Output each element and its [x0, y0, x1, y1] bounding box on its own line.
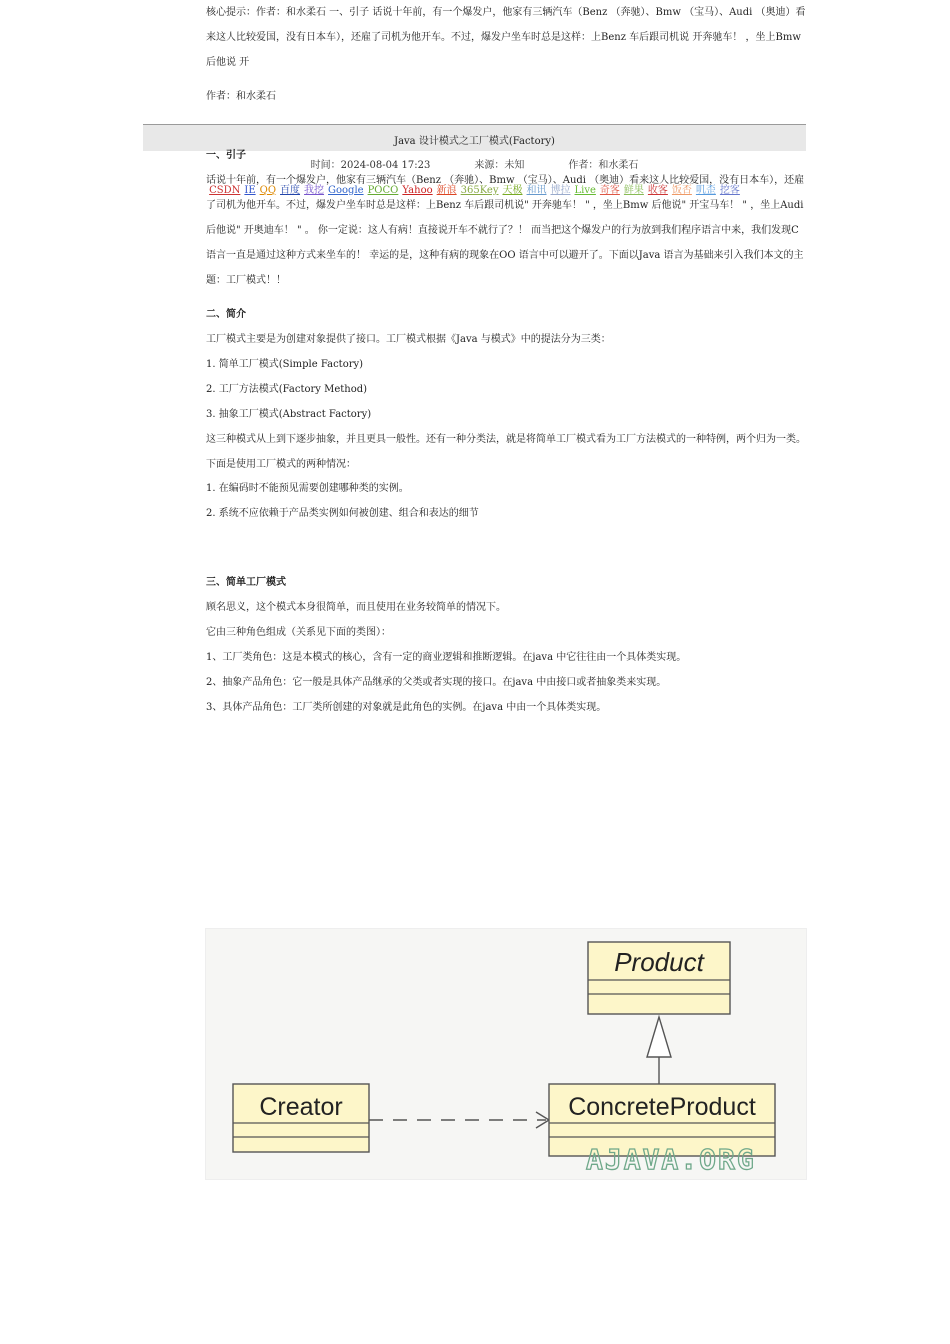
paragraph-overview-2: 这三种模式从上到下逐步抽象，并且更具一般性。还有一种分类法，就是将简单工厂模式看为工厂方法模式的一种特例，两个归为一类。下面是使用工厂模式的两种情况： — [206, 434, 806, 470]
uml-class-diagram — [205, 928, 807, 1180]
share-link[interactable]: 博拉 — [550, 185, 571, 196]
share-link[interactable]: Google — [328, 185, 364, 196]
share-link[interactable]: 收客 — [647, 185, 668, 196]
share-link[interactable]: Yahoo — [402, 185, 433, 196]
share-link[interactable]: 365Key — [460, 185, 499, 196]
heading-overview: 二、简介 — [206, 309, 246, 320]
share-link[interactable]: QQ — [259, 185, 277, 196]
list-item: 3. 抽象工厂模式(Abstract Factory) — [206, 409, 372, 420]
product-class-box — [588, 942, 730, 1014]
share-link[interactable]: 叽歪 — [695, 185, 716, 196]
author-line: 作者：和水柔石 — [206, 91, 276, 102]
article-title: Java 设计模式之工厂模式(Factory) — [394, 136, 555, 147]
summary-text: 核心提示：作者：和水柔石 一、引子 话说十年前，有一个爆发户，他家有三辆汽车（Benz （奔驰）、Bmw （宝马）、Audi （奥迪）看来这人比较爱国，没有日本车），还雇了司机为他开车。不过，爆发户坐车时总是这样：上Benz 车后跟司机说 开奔驰车！ ，坐上Bmw 后他说 开 — [206, 7, 806, 68]
paragraph-introduction: 话说十年前，有一个爆发户，他家有三辆汽车（Benz （奔驰）、Bmw （宝马）、Audi （奥迪）看来这人比较爱国，没有日本车），还雇了司机为他开车。不过，爆发户坐车时总是这样：上Benz 车后跟司机说" 开奔驰车！ " ，坐上Bmw 后他说" 开宝马车！ " ，坐上Audi 后他说" 开奥迪车！ " 。 你一定说：这人有病！直接说开车不就行了？！ 而当把这个爆发户的行为放到我们程序语言中来，我们发现C 语言一直是通过这种方式来坐车的！ 幸运的是，这种有病的现象在OO 语言中可以避开了。下面以Java 语言为基础来引入我们本文的主题：工厂模式！！ — [206, 175, 805, 286]
share-link[interactable]: 百度 — [280, 185, 301, 196]
heading-introduction: 一、引子 — [206, 150, 246, 161]
share-link[interactable]: Live — [574, 185, 596, 196]
share-link[interactable]: 和讯 — [526, 185, 547, 196]
list-item: 1. 在编码时不能预见需要创建哪种类的实例。 — [206, 483, 409, 494]
publish-time: 时间：2024-08-04 17:23 — [310, 160, 431, 171]
inheritance-arrow — [647, 1017, 671, 1084]
list-item: 2. 系统不应依赖于产品类实例如何被创建、组合和表达的细节 — [206, 508, 479, 519]
share-link[interactable]: 我挖 — [304, 185, 325, 196]
article-author: 作者：和水柔石 — [568, 160, 639, 171]
share-link[interactable]: 挖客 — [719, 185, 740, 196]
heading-simple-factory: 三、简单工厂模式 — [206, 577, 286, 588]
concrete-product-class-name: ConcreteProduct — [568, 1093, 756, 1121]
paragraph: 3、具体产品角色：工厂类所创建的对象就是此角色的实例。在java 中由一个具体类实现。 — [206, 702, 607, 713]
share-link[interactable]: 鲜果 — [623, 185, 644, 196]
share-link[interactable]: IE — [244, 185, 256, 196]
share-link[interactable]: 天极 — [502, 185, 523, 196]
share-link[interactable]: POCO — [367, 185, 399, 196]
paragraph: 1、工厂类角色：这是本模式的核心，含有一定的商业逻辑和推断逻辑。在java 中它往往由一个具体类实现。 — [206, 652, 687, 663]
paragraph: 2、抽象产品角色：它一般是具体产品继承的父类或者实现的接口。在java 中由接口或者抽象类来实现。 — [206, 677, 667, 688]
product-class-name: Product — [614, 947, 704, 977]
paragraph: 它由三种角色组成（关系见下面的类图）： — [206, 627, 391, 638]
list-item: 1. 简单工厂模式(Simple Factory) — [206, 359, 364, 370]
dependency-arrow — [369, 1112, 549, 1128]
paragraph-overview: 工厂模式主要是为创建对象提供了接口。工厂模式根据《Java 与模式》中的提法分为三类： — [206, 334, 611, 345]
uml-diagram-svg — [206, 929, 806, 1179]
list-item: 2. 工厂方法模式(Factory Method) — [206, 384, 368, 395]
creator-class-name: Creator — [259, 1093, 343, 1121]
share-link[interactable]: 新浪 — [436, 185, 457, 196]
creator-class-box — [233, 1084, 369, 1152]
watermark-text: AJAVA.ORG — [586, 1143, 756, 1176]
share-link[interactable]: 奇客 — [599, 185, 620, 196]
share-link[interactable]: 饭否 — [671, 185, 692, 196]
share-link[interactable]: CSDN — [209, 185, 241, 196]
article-source: 来源：未知 — [474, 160, 525, 171]
paragraph: 顾名思义，这个模式本身很简单，而且使用在业务较简单的情况下。 — [206, 602, 506, 613]
